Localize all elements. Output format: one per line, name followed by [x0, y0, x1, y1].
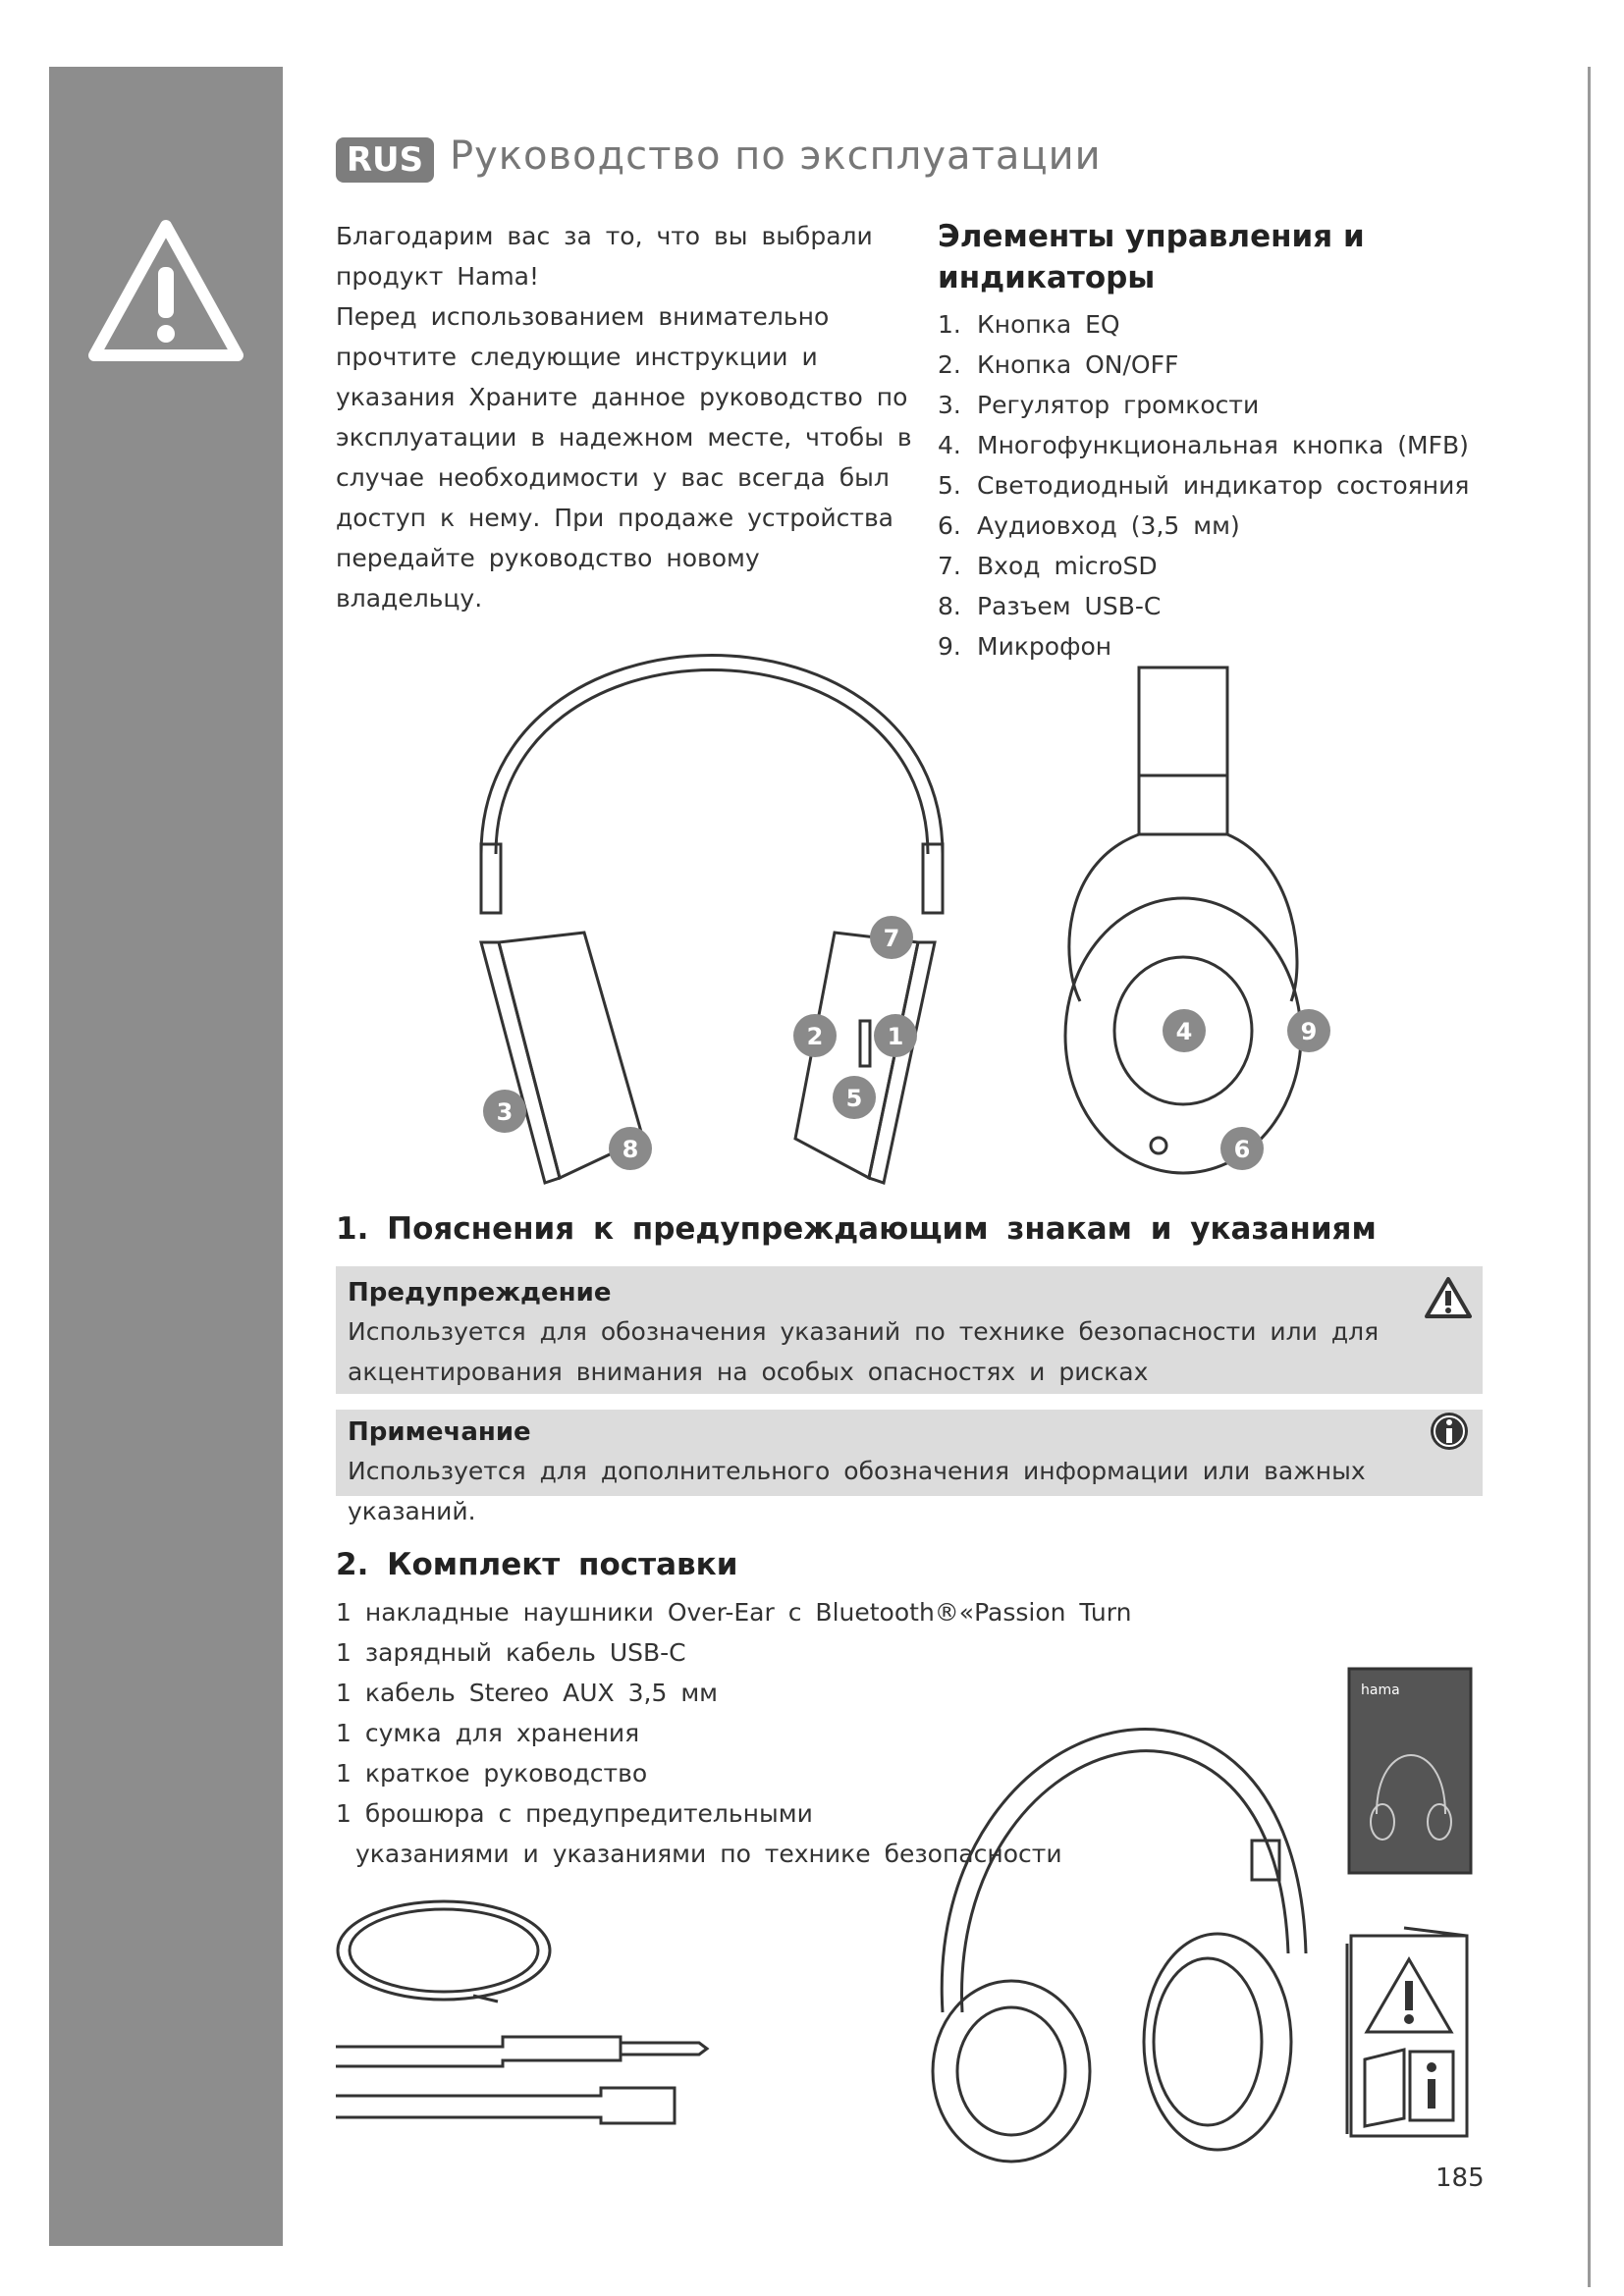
list-item: 1 брошюра с предупредительными: [336, 1799, 813, 1828]
marker-label: 6: [1233, 1136, 1251, 1163]
warning-box: [336, 1266, 1483, 1394]
booklet-brand: hama: [1361, 1682, 1400, 1698]
usb-c-cable: [336, 2088, 675, 2123]
warning-text: Используется для обозначения указаний по технике безопасности или для акцентирования внимания на особых опасностях и рисках: [348, 1317, 1380, 1386]
pouch-and-cables-illustration: [336, 1899, 729, 2145]
section2-heading: 2. Комплект поставки: [336, 1547, 738, 1582]
diagram-marker: [483, 1090, 526, 1133]
diagram-marker: [1163, 1009, 1206, 1052]
list-item: 4. Многофункциональная кнопка (MFB): [938, 431, 1469, 459]
list-item: 1 кабель Stereo AUX 3,5 мм: [336, 1679, 719, 1707]
quick-guide-booklet: [1347, 1667, 1473, 1875]
list-item: 1 зарядный кабель USB-C: [336, 1638, 686, 1667]
aux-cable: [336, 2037, 621, 2066]
list-item: 3. Регулятор громкости: [938, 391, 1260, 419]
section1-heading: 1. Пояснения к предупреждающим знакам и указаниям: [336, 1211, 1377, 1247]
marker-label: 9: [1300, 1018, 1318, 1045]
marker-label: 8: [622, 1136, 639, 1163]
list-item: 8. Разъем USB-C: [938, 592, 1162, 620]
headphones-product-illustration: [923, 1659, 1316, 2169]
page-number: 185: [1435, 2163, 1485, 2193]
marker-label: 5: [845, 1085, 863, 1112]
page-title: Руководство по эксплуатации: [450, 133, 1102, 179]
list-item: 9. Микрофон: [938, 632, 1112, 661]
info-icon: [1428, 1410, 1471, 1453]
marker-label: 2: [806, 1023, 824, 1050]
language-badge: RUS: [336, 137, 434, 183]
intro-thanks: Благодарим вас за то, что вы выбрали продукт Hama!: [336, 222, 873, 291]
controls-heading: Элементы управления и индикаторы: [938, 219, 1365, 295]
list-item: 7. Вход microSD: [938, 552, 1158, 580]
warning-icon: [1424, 1276, 1473, 1319]
diagram-marker: [870, 916, 913, 959]
note-text: Используется для дополнительного обозначения информации или важных указаний.: [348, 1457, 1366, 1525]
controls-list: [938, 304, 1469, 667]
diagram-markers: [483, 916, 1330, 1170]
list-item: 1 накладные наушники Over-Ear с Bluetooth®«Passion Turn: [336, 1598, 1132, 1627]
note-title: Примечание: [348, 1417, 531, 1447]
list-item-continuation: указаниями и указаниями по технике безопасности: [355, 1840, 1062, 1868]
note-box: [336, 1410, 1483, 1525]
diagram-marker: [1287, 1009, 1330, 1052]
warning-title: Предупреждение: [348, 1278, 612, 1308]
marker-label: 1: [887, 1023, 904, 1050]
diagram-marker: [833, 1076, 876, 1119]
intro-instructions: Перед использованием внимательно прочтите следующие инструкции и указания Храните данное руководство по эксплуатации в надежном месте, чтобы в случае необходимости у вас всегда был доступ к нему. При продаже устройства передайте руководство новому владельцу.: [336, 302, 912, 613]
intro-text: [336, 216, 915, 618]
marker-label: 4: [1175, 1018, 1193, 1045]
diagram-marker: [609, 1127, 652, 1170]
headphones-diagram: [334, 628, 1463, 1217]
right-rule: [1588, 67, 1591, 2287]
warning-triangle-icon: [86, 218, 245, 365]
diagram-marker: [793, 1014, 837, 1057]
safety-brochure: [1345, 1922, 1475, 2140]
list-item: 1 сумка для хранения: [336, 1719, 640, 1747]
list-item: 6. Аудиовход (3,5 мм): [938, 511, 1240, 540]
list-item: 1 краткое руководство: [336, 1759, 648, 1788]
list-item: 1. Кнопка EQ: [938, 310, 1120, 339]
sidebar-band: [49, 67, 283, 2246]
marker-label: 7: [883, 925, 900, 952]
list-item: 5. Светодиодный индикатор состояния: [938, 471, 1470, 500]
list-item: 2. Кнопка ON/OFF: [938, 350, 1179, 379]
headphones-side-illustration: [1065, 667, 1301, 1173]
diagram-marker: [1220, 1127, 1264, 1170]
marker-label: 3: [496, 1098, 514, 1126]
storage-pouch: [338, 1901, 550, 2000]
diagram-marker: [874, 1014, 917, 1057]
